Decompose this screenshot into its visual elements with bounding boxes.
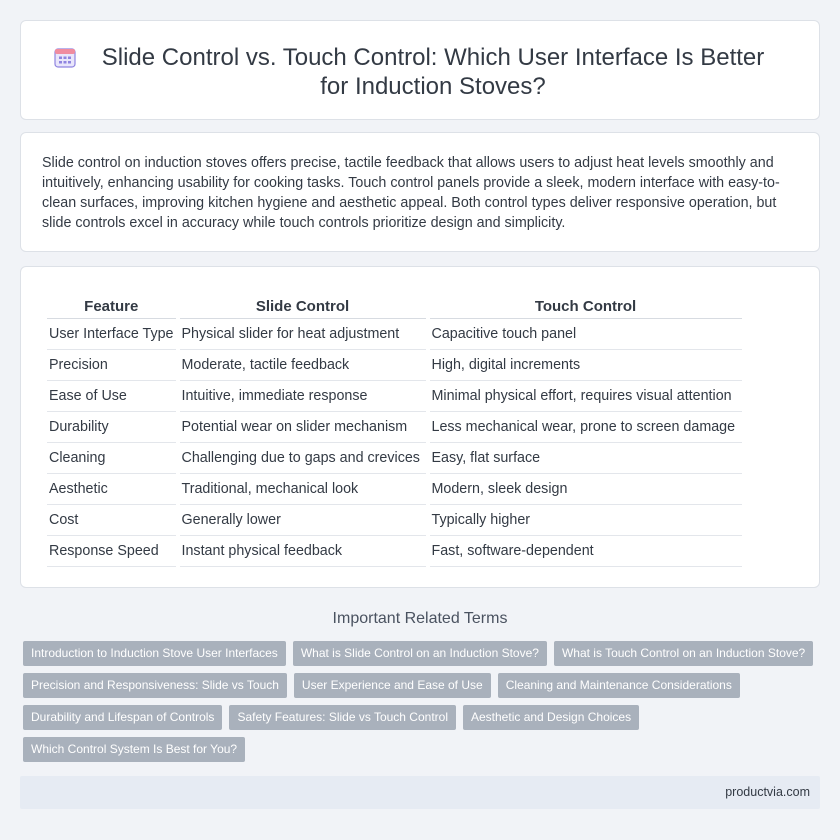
tag-row — [23, 673, 823, 698]
page-title: Slide Control vs. Touch Control: Which User Interface Is Better for Induction Stoves? — [101, 44, 765, 100]
table-cell: High, digital increments — [430, 350, 742, 381]
table-cell: Moderate, tactile feedback — [180, 350, 426, 381]
table-row — [47, 536, 742, 567]
table-cell: Minimal physical effort, requires visual attention — [430, 381, 742, 412]
table-cell: Response Speed — [47, 536, 176, 567]
table-cell: Physical slider for heat adjustment — [180, 319, 426, 350]
related-tag[interactable]: What is Touch Control on an Induction Stove? — [554, 641, 813, 666]
table-cell: Less mechanical wear, prone to screen damage — [430, 412, 742, 443]
comparison-card — [20, 266, 820, 588]
related-tag[interactable]: User Experience and Ease of Use — [294, 673, 491, 698]
table-cell: Durability — [47, 412, 176, 443]
table-row — [47, 350, 742, 381]
table-cell: Fast, software-dependent — [430, 536, 742, 567]
table-cell: Ease of Use — [47, 381, 176, 412]
related-tag[interactable]: Introduction to Induction Stove User Interfaces — [23, 641, 286, 666]
related-tag[interactable]: Safety Features: Slide vs Touch Control — [229, 705, 456, 730]
related-tag[interactable]: Which Control System Is Best for You? — [23, 737, 245, 762]
related-terms-tags — [23, 641, 823, 769]
intro-card — [20, 132, 820, 252]
header-slide-control: Slide Control — [180, 295, 426, 319]
related-terms-title: Important Related Terms — [332, 610, 508, 627]
table-row — [47, 381, 742, 412]
table-cell: Cleaning — [47, 443, 176, 474]
table-cell: Potential wear on slider mechanism — [180, 412, 426, 443]
table-cell: Easy, flat surface — [430, 443, 742, 474]
header-card — [20, 20, 820, 120]
intro-paragraph: Slide control on induction stoves offers precise, tactile feedback that allows users to adjust heat levels smoothly and intuitively, enhancing usability for cooking tasks. Touch control panels provide a sleek, modern interface with easy-to-clean surfaces, improving kitchen hygiene and aesthetic appeal. Both control types deliver responsive operation, but slide controls excel in accuracy while touch controls prioritize design and simplicity. — [42, 155, 780, 231]
table-header-row — [47, 295, 742, 319]
table-cell: Traditional, mechanical look — [180, 474, 426, 505]
table-row — [47, 443, 742, 474]
table-cell: Typically higher — [430, 505, 742, 536]
related-tag[interactable]: Durability and Lifespan of Controls — [23, 705, 222, 730]
header-feature: Feature — [47, 295, 176, 319]
table-cell: Generally lower — [180, 505, 426, 536]
related-tag[interactable]: Aesthetic and Design Choices — [463, 705, 639, 730]
table-cell: Instant physical feedback — [180, 536, 426, 567]
tag-row — [23, 641, 823, 666]
table-row — [47, 505, 742, 536]
table-cell: Precision — [47, 350, 176, 381]
table-cell: Cost — [47, 505, 176, 536]
footer-site-link[interactable]: productvia.com — [725, 785, 810, 799]
table-cell: Capacitive touch panel — [430, 319, 742, 350]
related-tag[interactable]: What is Slide Control on an Induction Stove? — [293, 641, 547, 666]
related-tag[interactable]: Precision and Responsiveness: Slide vs Touch — [23, 673, 287, 698]
table-cell: Modern, sleek design — [430, 474, 742, 505]
table-cell: Challenging due to gaps and crevices — [180, 443, 426, 474]
header-touch-control: Touch Control — [430, 295, 742, 319]
table-cell: User Interface Type — [47, 319, 176, 350]
footer — [20, 776, 820, 809]
related-tag[interactable]: Cleaning and Maintenance Considerations — [498, 673, 740, 698]
table-cell: Intuitive, immediate response — [180, 381, 426, 412]
table-cell: Aesthetic — [47, 474, 176, 505]
tag-row — [23, 705, 823, 730]
table-row — [47, 412, 742, 443]
table-row — [47, 474, 742, 505]
tag-row — [23, 737, 823, 762]
comparison-table — [43, 295, 746, 567]
table-row — [47, 319, 742, 350]
